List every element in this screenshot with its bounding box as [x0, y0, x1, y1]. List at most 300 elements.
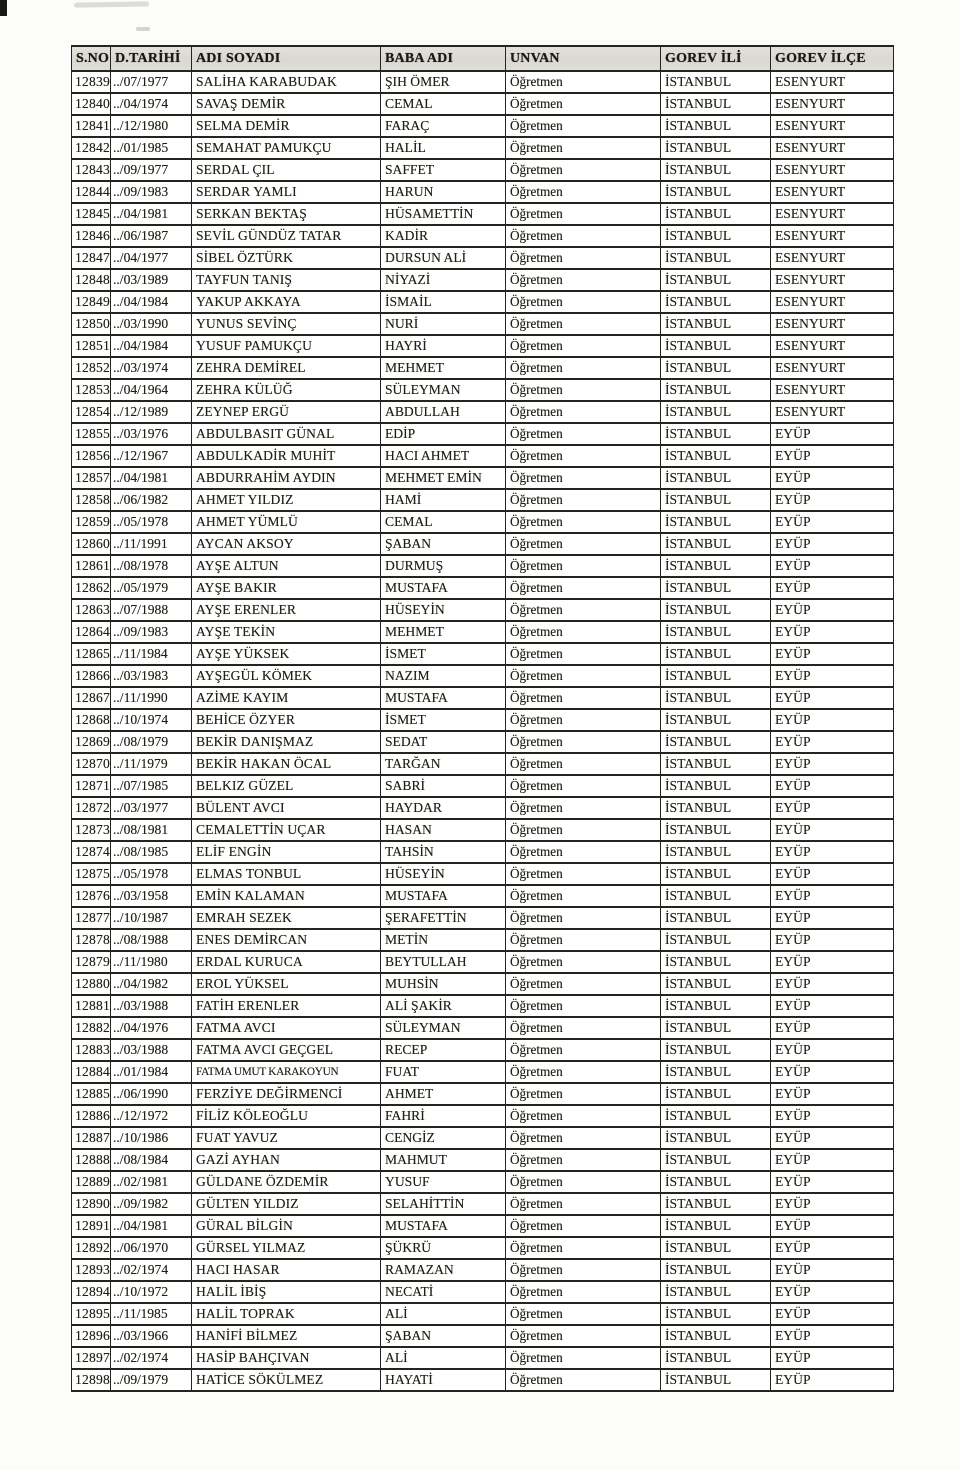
table-row	[72, 1061, 894, 1083]
cell-date: ../06/1990	[111, 1083, 192, 1105]
cell-name: SİBEL ÖZTÜRK	[192, 247, 381, 269]
cell-sno: 12847	[72, 247, 111, 269]
cell-date: ../12/1980	[111, 115, 192, 137]
table-row	[72, 709, 894, 731]
cell-sno: 12880	[72, 973, 111, 995]
table-header	[72, 46, 894, 71]
cell-ili: İSTANBUL	[661, 797, 771, 819]
cell-name: ABDULKADİR MUHİT	[192, 445, 381, 467]
cell-ili: İSTANBUL	[661, 841, 771, 863]
cell-ili: İSTANBUL	[661, 665, 771, 687]
cell-unvan: Öğretmen	[506, 335, 661, 357]
cell-ilce: EYÜP	[771, 1325, 894, 1347]
cell-father: SÜLEYMAN	[381, 379, 506, 401]
cell-unvan: Öğretmen	[506, 1061, 661, 1083]
cell-unvan: Öğretmen	[506, 1127, 661, 1149]
table-row	[72, 1369, 894, 1391]
cell-date: ../03/1974	[111, 357, 192, 379]
cell-unvan: Öğretmen	[506, 137, 661, 159]
table-body	[72, 71, 894, 1391]
cell-unvan: Öğretmen	[506, 379, 661, 401]
column-header-unvan: UNVAN	[506, 46, 661, 71]
cell-sno: 12866	[72, 665, 111, 687]
cell-father: HÜSAMETTİN	[381, 203, 506, 225]
table-row	[72, 467, 894, 489]
cell-date: ../04/1981	[111, 203, 192, 225]
cell-date: ../04/1981	[111, 467, 192, 489]
cell-ilce: ESENYURT	[771, 181, 894, 203]
cell-name: ABDULBASIT GÜNAL	[192, 423, 381, 445]
table-row	[72, 1017, 894, 1039]
column-header-name: ADI SOYADI	[192, 46, 381, 71]
cell-sno: 12878	[72, 929, 111, 951]
cell-name: AYŞE YÜKSEK	[192, 643, 381, 665]
cell-unvan: Öğretmen	[506, 1171, 661, 1193]
cell-date: ../12/1967	[111, 445, 192, 467]
cell-date: ../03/1977	[111, 797, 192, 819]
cell-date: ../06/1982	[111, 489, 192, 511]
cell-ili: İSTANBUL	[661, 379, 771, 401]
cell-ilce: ESENYURT	[771, 159, 894, 181]
cell-unvan: Öğretmen	[506, 1281, 661, 1303]
column-header-sno: S.NO	[72, 46, 111, 71]
cell-ili: İSTANBUL	[661, 1017, 771, 1039]
cell-ilce: EYÜP	[771, 1347, 894, 1369]
cell-name: ZEHRA KÜLÜĞ	[192, 379, 381, 401]
cell-unvan: Öğretmen	[506, 511, 661, 533]
cell-ilce: EYÜP	[771, 885, 894, 907]
cell-unvan: Öğretmen	[506, 1325, 661, 1347]
table-row	[72, 665, 894, 687]
cell-ili: İSTANBUL	[661, 313, 771, 335]
cell-ilce: EYÜP	[771, 1105, 894, 1127]
cell-name: CEMALETTİN UÇAR	[192, 819, 381, 841]
cell-ilce: EYÜP	[771, 951, 894, 973]
cell-ili: İSTANBUL	[661, 1061, 771, 1083]
cell-ili: İSTANBUL	[661, 423, 771, 445]
cell-unvan: Öğretmen	[506, 1039, 661, 1061]
cell-father: YUSUF	[381, 1171, 506, 1193]
cell-name: AZİME KAYIM	[192, 687, 381, 709]
cell-date: ../07/1985	[111, 775, 192, 797]
cell-ili: İSTANBUL	[661, 225, 771, 247]
cell-name: GÜRAL BİLGİN	[192, 1215, 381, 1237]
cell-father: HARUN	[381, 181, 506, 203]
cell-father: BEYTULLAH	[381, 951, 506, 973]
cell-unvan: Öğretmen	[506, 269, 661, 291]
table-row	[72, 973, 894, 995]
table-row	[72, 885, 894, 907]
cell-sno: 12888	[72, 1149, 111, 1171]
cell-name: HALİL İBİŞ	[192, 1281, 381, 1303]
cell-unvan: Öğretmen	[506, 71, 661, 93]
cell-sno: 12858	[72, 489, 111, 511]
cell-name: SERDAL ÇIL	[192, 159, 381, 181]
cell-date: ../08/1988	[111, 929, 192, 951]
cell-sno: 12891	[72, 1215, 111, 1237]
cell-father: MEHMET EMİN	[381, 467, 506, 489]
cell-name: AHMET YILDIZ	[192, 489, 381, 511]
cell-ilce: EYÜP	[771, 1281, 894, 1303]
cell-ilce: EYÜP	[771, 929, 894, 951]
cell-ili: İSTANBUL	[661, 401, 771, 423]
cell-unvan: Öğretmen	[506, 1105, 661, 1127]
cell-sno: 12853	[72, 379, 111, 401]
cell-father: HALİL	[381, 137, 506, 159]
cell-ili: İSTANBUL	[661, 643, 771, 665]
cell-unvan: Öğretmen	[506, 775, 661, 797]
cell-father: SAFFET	[381, 159, 506, 181]
cell-name: SEMAHAT PAMUKÇU	[192, 137, 381, 159]
table-row	[72, 687, 894, 709]
cell-unvan: Öğretmen	[506, 885, 661, 907]
cell-father: DURMUŞ	[381, 555, 506, 577]
cell-father: ŞABAN	[381, 1325, 506, 1347]
cell-ilce: EYÜP	[771, 1303, 894, 1325]
cell-date: ../03/1958	[111, 885, 192, 907]
cell-sno: 12849	[72, 291, 111, 313]
cell-father: HACI AHMET	[381, 445, 506, 467]
table-row	[72, 93, 894, 115]
cell-father: METİN	[381, 929, 506, 951]
cell-name: ZEHRA DEMİREL	[192, 357, 381, 379]
cell-name: AYŞE ALTUN	[192, 555, 381, 577]
table-row	[72, 137, 894, 159]
cell-ili: İSTANBUL	[661, 1105, 771, 1127]
table-row	[72, 1303, 894, 1325]
cell-date: ../12/1989	[111, 401, 192, 423]
cell-unvan: Öğretmen	[506, 1369, 661, 1391]
cell-ilce: ESENYURT	[771, 203, 894, 225]
cell-date: ../04/1984	[111, 291, 192, 313]
cell-sno: 12864	[72, 621, 111, 643]
cell-sno: 12848	[72, 269, 111, 291]
cell-unvan: Öğretmen	[506, 995, 661, 1017]
cell-father: ŞERAFETTİN	[381, 907, 506, 929]
cell-sno: 12865	[72, 643, 111, 665]
cell-sno: 12856	[72, 445, 111, 467]
cell-ili: İSTANBUL	[661, 995, 771, 1017]
cell-ili: İSTANBUL	[661, 335, 771, 357]
cell-unvan: Öğretmen	[506, 907, 661, 929]
cell-ilce: EYÜP	[771, 1193, 894, 1215]
header-row	[72, 46, 894, 71]
cell-unvan: Öğretmen	[506, 1149, 661, 1171]
cell-sno: 12881	[72, 995, 111, 1017]
cell-date: ../11/1980	[111, 951, 192, 973]
cell-sno: 12871	[72, 775, 111, 797]
cell-date: ../12/1972	[111, 1105, 192, 1127]
cell-father: HÜSEYİN	[381, 599, 506, 621]
cell-unvan: Öğretmen	[506, 489, 661, 511]
cell-ilce: ESENYURT	[771, 401, 894, 423]
cell-name: EMİN KALAMAN	[192, 885, 381, 907]
cell-sno: 12851	[72, 335, 111, 357]
cell-date: ../03/1983	[111, 665, 192, 687]
cell-date: ../03/1988	[111, 1039, 192, 1061]
cell-ili: İSTANBUL	[661, 709, 771, 731]
table-row	[72, 863, 894, 885]
cell-unvan: Öğretmen	[506, 1259, 661, 1281]
scanned-document-page	[71, 45, 894, 1392]
cell-date: ../09/1982	[111, 1193, 192, 1215]
scan-smudge	[136, 27, 150, 31]
cell-date: ../04/1981	[111, 1215, 192, 1237]
cell-ili: İSTANBUL	[661, 1193, 771, 1215]
cell-ilce: ESENYURT	[771, 379, 894, 401]
cell-name: ERDAL KURUCA	[192, 951, 381, 973]
cell-father: SELAHİTTİN	[381, 1193, 506, 1215]
cell-ili: İSTANBUL	[661, 599, 771, 621]
cell-date: ../10/1987	[111, 907, 192, 929]
cell-name: AHMET YÜMLÜ	[192, 511, 381, 533]
cell-ilce: EYÜP	[771, 753, 894, 775]
cell-ili: İSTANBUL	[661, 1303, 771, 1325]
column-header-ilce: GOREV İLÇE	[771, 46, 894, 71]
cell-date: ../08/1978	[111, 555, 192, 577]
cell-ilce: ESENYURT	[771, 313, 894, 335]
cell-date: ../09/1983	[111, 181, 192, 203]
cell-ili: İSTANBUL	[661, 511, 771, 533]
cell-unvan: Öğretmen	[506, 555, 661, 577]
cell-ili: İSTANBUL	[661, 445, 771, 467]
cell-father: NAZIM	[381, 665, 506, 687]
cell-ilce: ESENYURT	[771, 93, 894, 115]
cell-date: ../03/1976	[111, 423, 192, 445]
table-row	[72, 1149, 894, 1171]
cell-name: FATİH ERENLER	[192, 995, 381, 1017]
cell-sno: 12840	[72, 93, 111, 115]
cell-date: ../04/1982	[111, 973, 192, 995]
cell-unvan: Öğretmen	[506, 357, 661, 379]
cell-sno: 12879	[72, 951, 111, 973]
cell-father: SÜLEYMAN	[381, 1017, 506, 1039]
cell-sno: 12893	[72, 1259, 111, 1281]
cell-father: ALİ ŞAKİR	[381, 995, 506, 1017]
table-row	[72, 533, 894, 555]
cell-name: YUSUF PAMUKÇU	[192, 335, 381, 357]
cell-ilce: EYÜP	[771, 665, 894, 687]
cell-father: MEHMET	[381, 621, 506, 643]
cell-ili: İSTANBUL	[661, 621, 771, 643]
cell-father: ŞÜKRÜ	[381, 1237, 506, 1259]
cell-ili: İSTANBUL	[661, 973, 771, 995]
table-row	[72, 841, 894, 863]
cell-unvan: Öğretmen	[506, 841, 661, 863]
cell-sno: 12859	[72, 511, 111, 533]
column-header-date: D.TARİHİ	[111, 46, 192, 71]
table-row	[72, 1325, 894, 1347]
cell-ilce: EYÜP	[771, 709, 894, 731]
cell-sno: 12870	[72, 753, 111, 775]
cell-ilce: EYÜP	[771, 687, 894, 709]
cell-date: ../07/1988	[111, 599, 192, 621]
cell-father: İSMET	[381, 643, 506, 665]
cell-father: İSMAİL	[381, 291, 506, 313]
cell-date: ../04/1974	[111, 93, 192, 115]
cell-ili: İSTANBUL	[661, 819, 771, 841]
cell-date: ../09/1979	[111, 1369, 192, 1391]
cell-date: ../01/1985	[111, 137, 192, 159]
cell-father: MAHMUT	[381, 1149, 506, 1171]
cell-father: HAYATİ	[381, 1369, 506, 1391]
cell-father: RAMAZAN	[381, 1259, 506, 1281]
cell-date: ../10/1974	[111, 709, 192, 731]
cell-name: ELMAS TONBUL	[192, 863, 381, 885]
cell-ili: İSTANBUL	[661, 1237, 771, 1259]
cell-name: SERKAN BEKTAŞ	[192, 203, 381, 225]
table-row	[72, 1083, 894, 1105]
cell-unvan: Öğretmen	[506, 709, 661, 731]
cell-name: EROL YÜKSEL	[192, 973, 381, 995]
cell-ili: İSTANBUL	[661, 269, 771, 291]
cell-ili: İSTANBUL	[661, 1259, 771, 1281]
cell-ili: İSTANBUL	[661, 203, 771, 225]
cell-father: ŞABAN	[381, 533, 506, 555]
cell-ilce: EYÜP	[771, 489, 894, 511]
cell-unvan: Öğretmen	[506, 863, 661, 885]
cell-date: ../11/1990	[111, 687, 192, 709]
cell-ili: İSTANBUL	[661, 1127, 771, 1149]
cell-sno: 12861	[72, 555, 111, 577]
cell-unvan: Öğretmen	[506, 181, 661, 203]
table-row	[72, 379, 894, 401]
scan-smudge	[74, 1, 149, 7]
cell-date: ../07/1977	[111, 71, 192, 93]
cell-name: AYŞE TEKİN	[192, 621, 381, 643]
table-row	[72, 291, 894, 313]
table-row	[72, 1237, 894, 1259]
cell-ilce: ESENYURT	[771, 269, 894, 291]
cell-date: ../02/1981	[111, 1171, 192, 1193]
cell-ili: İSTANBUL	[661, 357, 771, 379]
cell-name: BÜLENT AVCI	[192, 797, 381, 819]
table-row	[72, 907, 894, 929]
cell-unvan: Öğretmen	[506, 951, 661, 973]
cell-sno: 12860	[72, 533, 111, 555]
cell-ili: İSTANBUL	[661, 1149, 771, 1171]
cell-father: FUAT	[381, 1061, 506, 1083]
cell-unvan: Öğretmen	[506, 115, 661, 137]
table-row	[72, 819, 894, 841]
cell-name: SAVAŞ DEMİR	[192, 93, 381, 115]
table-row	[72, 357, 894, 379]
cell-ilce: EYÜP	[771, 1061, 894, 1083]
cell-unvan: Öğretmen	[506, 445, 661, 467]
cell-unvan: Öğretmen	[506, 797, 661, 819]
cell-sno: 12898	[72, 1369, 111, 1391]
cell-name: ABDURRAHİM AYDIN	[192, 467, 381, 489]
cell-father: CENGİZ	[381, 1127, 506, 1149]
cell-ilce: EYÜP	[771, 1259, 894, 1281]
cell-father: HASAN	[381, 819, 506, 841]
cell-name: HATİCE SÖKÜLMEZ	[192, 1369, 381, 1391]
table-row	[72, 247, 894, 269]
table-row	[72, 731, 894, 753]
cell-father: CEMAL	[381, 511, 506, 533]
cell-father: ALİ	[381, 1303, 506, 1325]
cell-sno: 12855	[72, 423, 111, 445]
cell-father: NURİ	[381, 313, 506, 335]
cell-ili: İSTANBUL	[661, 577, 771, 599]
cell-date: ../11/1984	[111, 643, 192, 665]
cell-father: MUSTAFA	[381, 687, 506, 709]
cell-sno: 12846	[72, 225, 111, 247]
cell-ilce: EYÜP	[771, 1171, 894, 1193]
cell-name: GÜLTEN YILDIZ	[192, 1193, 381, 1215]
cell-ili: İSTANBUL	[661, 1281, 771, 1303]
cell-name: FERZİYE DEĞİRMENCİ	[192, 1083, 381, 1105]
cell-sno: 12843	[72, 159, 111, 181]
cell-sno: 12884	[72, 1061, 111, 1083]
cell-unvan: Öğretmen	[506, 665, 661, 687]
cell-father: CEMAL	[381, 93, 506, 115]
cell-ilce: EYÜP	[771, 423, 894, 445]
cell-sno: 12867	[72, 687, 111, 709]
cell-sno: 12854	[72, 401, 111, 423]
table-row	[72, 995, 894, 1017]
cell-sno: 12863	[72, 599, 111, 621]
cell-name: EMRAH SEZEK	[192, 907, 381, 929]
cell-unvan: Öğretmen	[506, 973, 661, 995]
column-header-father: BABA ADI	[381, 46, 506, 71]
table-row	[72, 1127, 894, 1149]
cell-date: ../03/1990	[111, 313, 192, 335]
cell-ilce: ESENYURT	[771, 225, 894, 247]
cell-date: ../03/1966	[111, 1325, 192, 1347]
table-row	[72, 511, 894, 533]
cell-sno: 12850	[72, 313, 111, 335]
cell-ili: İSTANBUL	[661, 753, 771, 775]
cell-name: ELİF ENGİN	[192, 841, 381, 863]
cell-unvan: Öğretmen	[506, 159, 661, 181]
cell-ilce: EYÜP	[771, 1237, 894, 1259]
cell-sno: 12883	[72, 1039, 111, 1061]
cell-sno: 12875	[72, 863, 111, 885]
cell-ilce: ESENYURT	[771, 71, 894, 93]
cell-name: FATMA AVCI	[192, 1017, 381, 1039]
cell-unvan: Öğretmen	[506, 1083, 661, 1105]
cell-date: ../06/1970	[111, 1237, 192, 1259]
cell-sno: 12841	[72, 115, 111, 137]
table-row	[72, 797, 894, 819]
table-row	[72, 71, 894, 93]
cell-unvan: Öğretmen	[506, 819, 661, 841]
cell-date: ../04/1984	[111, 335, 192, 357]
cell-father: SABRİ	[381, 775, 506, 797]
cell-date: ../03/1988	[111, 995, 192, 1017]
cell-unvan: Öğretmen	[506, 687, 661, 709]
table-row	[72, 951, 894, 973]
cell-name: FİLİZ KÖLEOĞLU	[192, 1105, 381, 1127]
cell-unvan: Öğretmen	[506, 1193, 661, 1215]
cell-ilce: ESENYURT	[771, 335, 894, 357]
cell-date: ../11/1991	[111, 533, 192, 555]
cell-unvan: Öğretmen	[506, 643, 661, 665]
cell-father: ALİ	[381, 1347, 506, 1369]
cell-ili: İSTANBUL	[661, 1171, 771, 1193]
cell-name: ZEYNEP ERGÜ	[192, 401, 381, 423]
cell-ilce: EYÜP	[771, 841, 894, 863]
cell-father: HAMİ	[381, 489, 506, 511]
cell-ilce: EYÜP	[771, 1017, 894, 1039]
cell-father: MEHMET	[381, 357, 506, 379]
table-row	[72, 159, 894, 181]
cell-father: SEDAT	[381, 731, 506, 753]
table-row	[72, 423, 894, 445]
table-row	[72, 445, 894, 467]
cell-ilce: EYÜP	[771, 973, 894, 995]
